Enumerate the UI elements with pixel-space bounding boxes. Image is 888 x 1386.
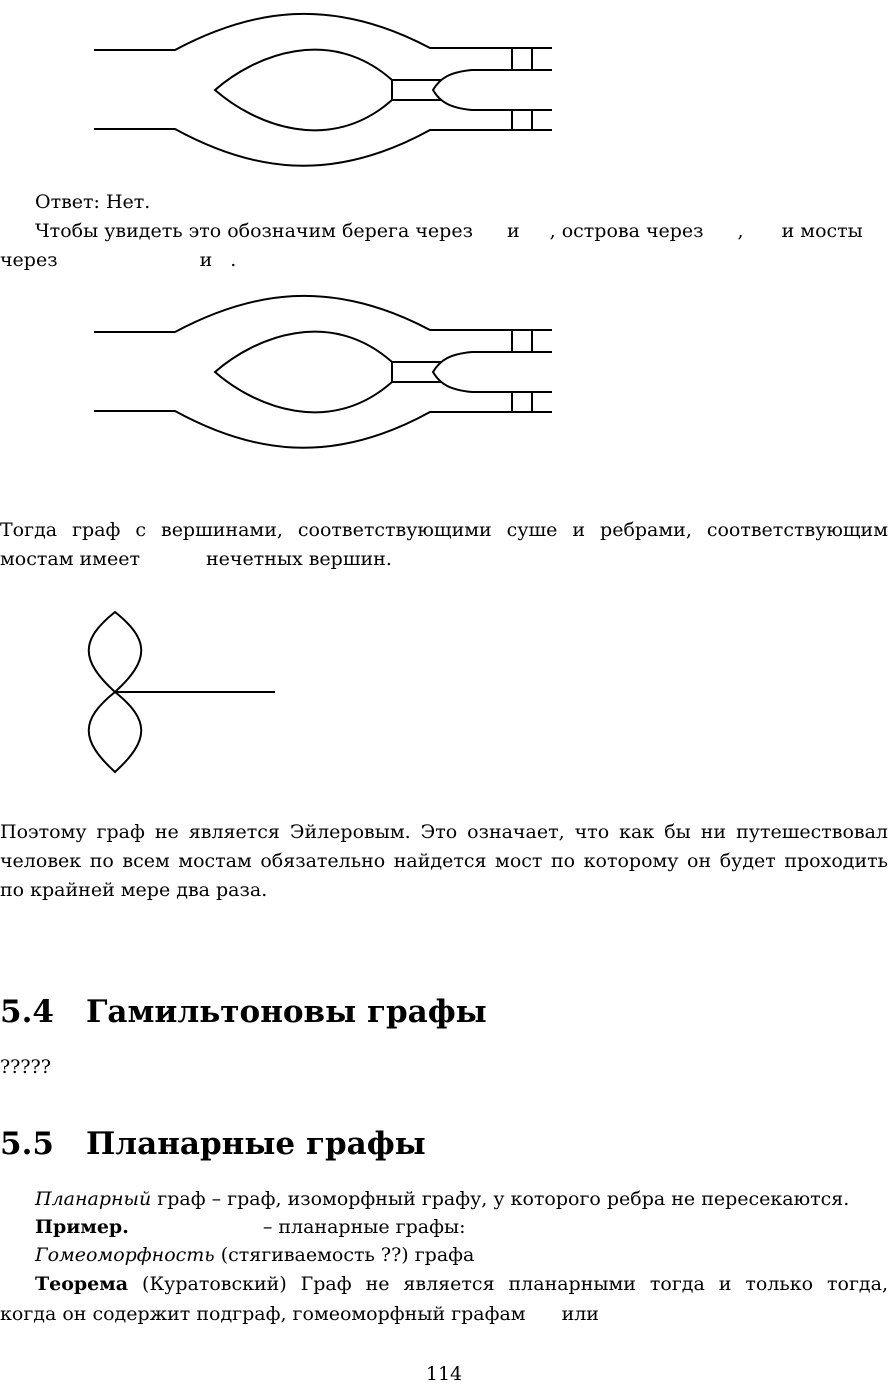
- section-title: Планарные графы: [86, 1126, 426, 1162]
- example-line: [35, 1215, 465, 1239]
- paragraph-euler-line2: человек по всем мостам обязательно найдется мост по которому он будет проходить: [0, 850, 888, 872]
- definition-planar: [35, 1187, 849, 1211]
- lower-loop: [89, 692, 142, 772]
- paragraph-notation-line1: [35, 219, 863, 243]
- label: Пример.: [35, 1216, 129, 1238]
- text-fragment: мостам имеет: [0, 548, 140, 570]
- upper-loop: [89, 612, 142, 692]
- section-5-4-body: ?????: [0, 1056, 51, 1078]
- small-island: [433, 352, 552, 392]
- section-heading-5-4: [0, 994, 487, 1030]
- section-heading-5-5: [0, 1126, 426, 1162]
- bridges-diagram-1: [0, 0, 888, 150]
- river-bottom-bank: [94, 129, 552, 166]
- answer-text: Ответ: Нет.: [35, 191, 151, 213]
- term: Гомеоморфность: [35, 1244, 215, 1266]
- text-fragment: , острова через: [549, 220, 704, 242]
- term: Планарный: [35, 1188, 152, 1210]
- paragraph-graph-line1: Тогда граф с вершинами, соответствующими суше и ребрами, соответствующим: [0, 519, 888, 541]
- paragraph-graph-line2: [0, 547, 392, 571]
- section-number: 5.4: [0, 994, 54, 1030]
- text-fragment: – планарные графы:: [262, 1216, 466, 1238]
- text-fragment: ,: [737, 220, 744, 242]
- text-fragment: или: [561, 1303, 599, 1325]
- page-number: 114: [425, 1363, 463, 1385]
- paragraph-euler-line1: Поэтому граф не является Эйлеровым. Это означает, что как бы ни путешествовал: [0, 821, 888, 843]
- text-fragment: нечетных вершин.: [205, 548, 392, 570]
- river-top-bank: [94, 14, 552, 50]
- text-fragment: и мосты: [781, 220, 863, 242]
- text-fragment: когда он содержит подграф, гомеоморфный графам: [0, 1303, 526, 1325]
- text-fragment: граф – граф, изоморфный графу, у которого ребра не пересекаются.: [157, 1188, 850, 1210]
- homeomorphism-line: [35, 1243, 474, 1267]
- river-bottom-bank: [94, 411, 552, 448]
- section-title: Гамильтоновы графы: [86, 994, 487, 1030]
- label: Теорема: [35, 1273, 129, 1295]
- loop-graph-diagram: [0, 600, 888, 780]
- text-fragment: .: [230, 249, 237, 271]
- text-fragment: через: [0, 249, 58, 271]
- big-island: [215, 50, 392, 131]
- big-island: [215, 332, 392, 413]
- bridges-diagram-2: [0, 282, 888, 432]
- section-number: 5.5: [0, 1126, 54, 1162]
- small-island: [433, 70, 552, 110]
- text-fragment: (Куратовский) Граф не является планарными тогда и только тогда,: [142, 1273, 888, 1295]
- river-top-bank: [94, 296, 552, 332]
- text-fragment: и: [506, 220, 520, 242]
- text-fragment: и: [199, 249, 213, 271]
- theorem-line1: [35, 1272, 888, 1296]
- text-fragment: Чтобы увидеть это обозначим берега через: [35, 220, 473, 242]
- theorem-line2: [0, 1302, 599, 1326]
- paragraph-euler-line3: по крайней мере два раза.: [0, 879, 268, 901]
- text-fragment: (стягиваемость ??) графа: [220, 1244, 475, 1266]
- paragraph-notation-line2: [0, 248, 236, 272]
